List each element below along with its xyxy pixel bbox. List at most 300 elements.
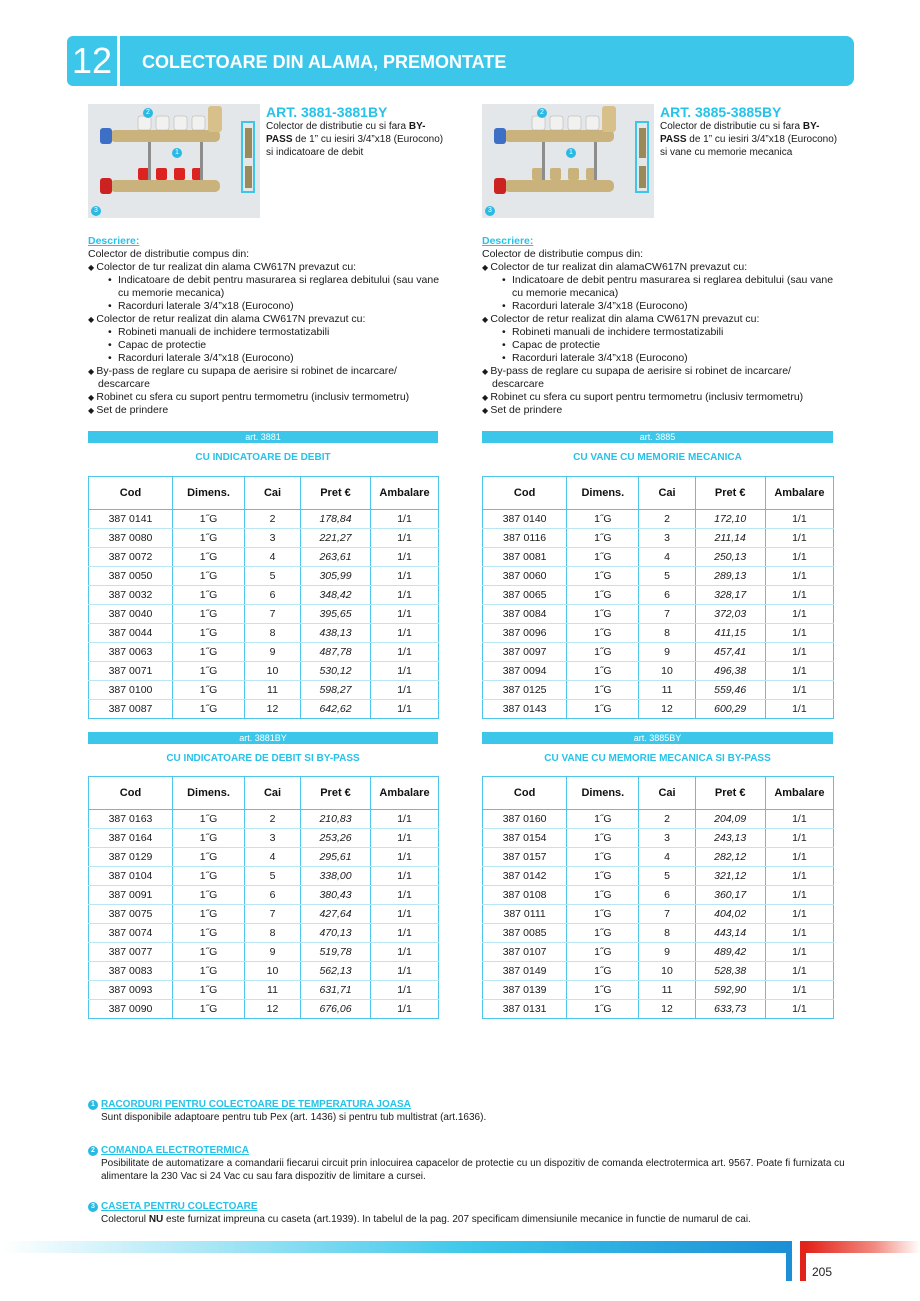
- cell-cod: 387 0044: [89, 624, 173, 643]
- cell-pret: 443,14: [695, 924, 765, 943]
- description-3881: [88, 235, 448, 417]
- price-table-3885: [482, 476, 834, 719]
- cell-dimens: 1˝G: [567, 829, 639, 848]
- table-row: [483, 567, 834, 586]
- cell-dimens: 1˝G: [173, 605, 245, 624]
- cell-cai: 6: [639, 586, 695, 605]
- cell-ambalare: 1/1: [765, 586, 833, 605]
- cell-cai: 7: [245, 605, 301, 624]
- cell-pret: 559,46: [695, 681, 765, 700]
- bullet-set: ◆ Set de prindere: [88, 404, 448, 417]
- cell-ambalare: 1/1: [371, 924, 439, 943]
- cell-cod: 387 0100: [89, 681, 173, 700]
- cell-cod: 387 0077: [89, 943, 173, 962]
- callout-2: 2: [537, 108, 547, 118]
- footer-pipe-red: [800, 1241, 806, 1281]
- cell-dimens: 1˝G: [173, 681, 245, 700]
- cell-cod: 387 0071: [89, 662, 173, 681]
- cell-ambalare: 1/1: [765, 943, 833, 962]
- cell-pret: 457,41: [695, 643, 765, 662]
- table-row: [483, 662, 834, 681]
- cell-cod: 387 0091: [89, 886, 173, 905]
- table-row: [89, 681, 439, 700]
- table-row: [483, 962, 834, 981]
- cell-cod: 387 0093: [89, 981, 173, 1000]
- manifold-illustration: [88, 104, 260, 218]
- sub-bullet: • Racorduri laterale 3/4”x18 (Eurocono): [482, 352, 842, 365]
- cell-cai: 11: [245, 681, 301, 700]
- cell-cod: 387 0107: [483, 943, 567, 962]
- cell-ambalare: 1/1: [765, 924, 833, 943]
- cell-cod: 387 0116: [483, 529, 567, 548]
- column-header: Pret €: [695, 477, 765, 510]
- cell-cod: 387 0072: [89, 548, 173, 567]
- table-row: [89, 662, 439, 681]
- footer-stripe-blue: [0, 1241, 790, 1253]
- cell-dimens: 1˝G: [567, 624, 639, 643]
- cell-pret: 282,12: [695, 848, 765, 867]
- cell-ambalare: 1/1: [765, 605, 833, 624]
- column-header: Pret €: [695, 777, 765, 810]
- cell-ambalare: 1/1: [765, 529, 833, 548]
- column-header: Ambalare: [371, 777, 439, 810]
- cell-cai: 9: [639, 943, 695, 962]
- cell-ambalare: 1/1: [765, 886, 833, 905]
- note-title: CASETA PENTRU COLECTOARE: [101, 1201, 258, 1212]
- column-header: Dimens.: [173, 777, 245, 810]
- table-row: [89, 548, 439, 567]
- callout-3: 3: [91, 206, 101, 216]
- table-row: [483, 943, 834, 962]
- cell-cai: 9: [245, 643, 301, 662]
- cell-pret: 295,61: [301, 848, 371, 867]
- cell-cai: 6: [245, 886, 301, 905]
- cell-cod: 387 0111: [483, 905, 567, 924]
- sub-bullet: • Racorduri laterale 3/4”x18 (Eurocono): [88, 352, 448, 365]
- column-header: Dimens.: [567, 477, 639, 510]
- cell-ambalare: 1/1: [371, 548, 439, 567]
- cell-ambalare: 1/1: [371, 905, 439, 924]
- sub-bullet: • Indicatoare de debit pentru masurarea si reglarea debitului (sau vane cu memorie mecanica): [88, 274, 448, 300]
- bullet-tur: ◆ Colector de tur realizat din alamaCW617N prevazut cu:: [482, 261, 842, 274]
- cell-dimens: 1˝G: [173, 529, 245, 548]
- bullet-bypass: ◆ By-pass de reglare cu supapa de aerisire si robinet de incarcare/ descarcare: [88, 365, 448, 391]
- sub-bullet: • Robineti manuali de inchidere termostatizabili: [482, 326, 842, 339]
- bullet-retur: ◆ Colector de retur realizat din alama CW617N prevazut cu:: [482, 313, 842, 326]
- cell-cod: 387 0149: [483, 962, 567, 981]
- cell-cod: 387 0094: [483, 662, 567, 681]
- cell-dimens: 1˝G: [173, 924, 245, 943]
- cell-pret: 263,61: [301, 548, 371, 567]
- cell-ambalare: 1/1: [765, 905, 833, 924]
- cell-ambalare: 1/1: [371, 962, 439, 981]
- cell-pret: 489,42: [695, 943, 765, 962]
- cell-cai: 2: [639, 810, 695, 829]
- table-row: [483, 548, 834, 567]
- cell-pret: 211,14: [695, 529, 765, 548]
- column-header: Cod: [483, 477, 567, 510]
- cell-cod: 387 0104: [89, 867, 173, 886]
- callout-3: 3: [485, 206, 495, 216]
- cell-cai: 8: [639, 924, 695, 943]
- cell-cai: 7: [245, 905, 301, 924]
- cell-dimens: 1˝G: [173, 943, 245, 962]
- column-header: Dimens.: [173, 477, 245, 510]
- product-article: ART. 3881-3881BY: [266, 104, 388, 120]
- table-row: [89, 943, 439, 962]
- cell-cod: 387 0125: [483, 681, 567, 700]
- cell-dimens: 1˝G: [567, 886, 639, 905]
- cell-cai: 3: [245, 829, 301, 848]
- column-header: Dimens.: [567, 777, 639, 810]
- column-header: Cod: [89, 477, 173, 510]
- cell-cod: 387 0097: [483, 643, 567, 662]
- column-header: Cai: [245, 477, 301, 510]
- cell-cod: 387 0143: [483, 700, 567, 719]
- bullet-robinet: ◆ Robinet cu sfera cu suport pentru termometru (inclusiv termometru): [482, 391, 842, 404]
- table-row: [89, 567, 439, 586]
- bullet-set: ◆ Set de prindere: [482, 404, 842, 417]
- cell-ambalare: 1/1: [765, 643, 833, 662]
- cell-pret: 411,15: [695, 624, 765, 643]
- cell-dimens: 1˝G: [567, 962, 639, 981]
- cell-ambalare: 1/1: [371, 886, 439, 905]
- cell-cod: 387 0096: [483, 624, 567, 643]
- cell-cai: 6: [245, 586, 301, 605]
- product-image-manifold-valves: [482, 104, 654, 218]
- cell-cod: 387 0139: [483, 981, 567, 1000]
- cell-pret: 210,83: [301, 810, 371, 829]
- cell-dimens: 1˝G: [173, 886, 245, 905]
- cell-ambalare: 1/1: [765, 848, 833, 867]
- sub-bullet: • Racorduri laterale 3/4”x18 (Eurocono): [482, 300, 842, 313]
- description-heading: Descriere:: [482, 235, 534, 247]
- cell-ambalare: 1/1: [371, 681, 439, 700]
- page-number: 205: [812, 1265, 833, 1279]
- cell-dimens: 1˝G: [567, 643, 639, 662]
- table-row: [483, 1000, 834, 1019]
- table-row: [89, 643, 439, 662]
- cell-cai: 8: [245, 924, 301, 943]
- cell-ambalare: 1/1: [765, 700, 833, 719]
- note-title: COMANDA ELECTROTERMICA: [101, 1145, 249, 1156]
- cell-dimens: 1˝G: [173, 548, 245, 567]
- cell-cod: 387 0157: [483, 848, 567, 867]
- cell-cai: 11: [639, 981, 695, 1000]
- column-header: Cai: [245, 777, 301, 810]
- cell-ambalare: 1/1: [765, 681, 833, 700]
- cell-dimens: 1˝G: [173, 662, 245, 681]
- cell-ambalare: 1/1: [371, 586, 439, 605]
- product-description: Colector de distributie cu si fara BY-PASS de 1” cu iesiri 3/4”x18 (Eurocono) si indicatoare de debit: [266, 121, 444, 158]
- cell-pret: 631,71: [301, 981, 371, 1000]
- cell-pret: 328,17: [695, 586, 765, 605]
- cell-cai: 12: [639, 700, 695, 719]
- table-row: [483, 586, 834, 605]
- table-row: [483, 867, 834, 886]
- cell-pret: 519,78: [301, 943, 371, 962]
- table-row: [89, 962, 439, 981]
- table-row: [483, 510, 834, 529]
- cell-ambalare: 1/1: [371, 605, 439, 624]
- cell-pret: 592,90: [695, 981, 765, 1000]
- sub-bullet: • Racorduri laterale 3/4”x18 (Eurocono): [88, 300, 448, 313]
- cell-pret: 633,73: [695, 1000, 765, 1019]
- cell-pret: 243,13: [695, 829, 765, 848]
- bullet-tur: ◆ Colector de tur realizat din alama CW617N prevazut cu:: [88, 261, 448, 274]
- cell-dimens: 1˝G: [567, 586, 639, 605]
- cell-cod: 387 0074: [89, 924, 173, 943]
- cell-pret: 372,03: [695, 605, 765, 624]
- column-header: Cai: [639, 777, 695, 810]
- sub-bullet: • Indicatoare de debit pentru masurarea si reglarea debitului (sau vane cu memorie mecanica): [482, 274, 842, 300]
- cell-cai: 4: [639, 548, 695, 567]
- cell-pret: 470,13: [301, 924, 371, 943]
- column-header: Ambalare: [765, 477, 833, 510]
- cell-cod: 387 0084: [483, 605, 567, 624]
- cell-cai: 5: [639, 567, 695, 586]
- note-number: 3: [88, 1202, 98, 1212]
- table-row: [89, 605, 439, 624]
- cell-dimens: 1˝G: [567, 567, 639, 586]
- sub-bullet: • Capac de protectie: [482, 339, 842, 352]
- cell-dimens: 1˝G: [173, 981, 245, 1000]
- description-intro: Colector de distributie compus din:: [88, 248, 250, 260]
- cell-dimens: 1˝G: [567, 529, 639, 548]
- note-title: RACORDURI PENTRU COLECTOARE DE TEMPERATURA JOASA: [101, 1099, 411, 1110]
- cell-ambalare: 1/1: [765, 567, 833, 586]
- cell-cod: 387 0063: [89, 643, 173, 662]
- cell-pret: 404,02: [695, 905, 765, 924]
- column-header: Cod: [483, 777, 567, 810]
- cell-pret: 676,06: [301, 1000, 371, 1019]
- cell-cai: 7: [639, 905, 695, 924]
- cell-ambalare: 1/1: [371, 981, 439, 1000]
- cell-ambalare: 1/1: [371, 848, 439, 867]
- cell-ambalare: 1/1: [765, 810, 833, 829]
- note-body: Posibilitate de automatizare a comandarii fiecarui circuit prin inlocuirea capacelor de protectie cu un dispozitiv de comanda electrotermica art. 9567. Poate fi furnizata cu alimentare la 230 Vac si 24 Vac cu sau fara dispozitiv de limitare a cursei.: [101, 1158, 845, 1182]
- column-header: Pret €: [301, 777, 371, 810]
- cell-cai: 10: [245, 962, 301, 981]
- cell-pret: 528,38: [695, 962, 765, 981]
- cell-pret: 562,13: [301, 962, 371, 981]
- cell-cai: 10: [245, 662, 301, 681]
- cell-ambalare: 1/1: [371, 810, 439, 829]
- cell-dimens: 1˝G: [567, 867, 639, 886]
- note-body: Colectorul NU este furnizat impreuna cu caseta (art.1939). In tabelul de la pag. 207 specificam dimensiunile mecanice in functie de numarul de cai.: [101, 1214, 751, 1225]
- cell-cai: 10: [639, 962, 695, 981]
- cell-cai: 10: [639, 662, 695, 681]
- cell-ambalare: 1/1: [765, 867, 833, 886]
- cell-ambalare: 1/1: [371, 643, 439, 662]
- table-row: [89, 924, 439, 943]
- cell-ambalare: 1/1: [765, 548, 833, 567]
- cell-dimens: 1˝G: [173, 624, 245, 643]
- cell-pret: 221,27: [301, 529, 371, 548]
- section-title-3881: CU INDICATOARE DE DEBIT: [195, 452, 331, 463]
- cell-cai: 9: [639, 643, 695, 662]
- cell-pret: 530,12: [301, 662, 371, 681]
- cell-cod: 387 0065: [483, 586, 567, 605]
- cell-dimens: 1˝G: [567, 605, 639, 624]
- cell-cai: 2: [245, 810, 301, 829]
- section-title-3881BY: CU INDICATOARE DE DEBIT SI BY-PASS: [166, 753, 360, 764]
- cell-cod: 387 0129: [89, 848, 173, 867]
- cell-dimens: 1˝G: [173, 567, 245, 586]
- table-row: [483, 643, 834, 662]
- cell-dimens: 1˝G: [567, 681, 639, 700]
- cell-pret: 253,26: [301, 829, 371, 848]
- cell-ambalare: 1/1: [371, 700, 439, 719]
- cell-cai: 11: [245, 981, 301, 1000]
- cell-pret: 642,62: [301, 700, 371, 719]
- cell-cai: 5: [245, 867, 301, 886]
- cell-cod: 387 0163: [89, 810, 173, 829]
- description-3885: [482, 235, 842, 417]
- cell-dimens: 1˝G: [567, 943, 639, 962]
- cell-dimens: 1˝G: [173, 867, 245, 886]
- table-row: [89, 700, 439, 719]
- cell-pret: 250,13: [695, 548, 765, 567]
- footer-stripe-red: [806, 1241, 920, 1253]
- note-2: [88, 1144, 848, 1183]
- table-row: [483, 981, 834, 1000]
- cell-cod: 387 0032: [89, 586, 173, 605]
- column-header: Cod: [89, 777, 173, 810]
- table-row: [483, 529, 834, 548]
- cell-ambalare: 1/1: [371, 529, 439, 548]
- cell-cai: 4: [245, 548, 301, 567]
- cell-dimens: 1˝G: [567, 1000, 639, 1019]
- cell-cod: 387 0050: [89, 567, 173, 586]
- cell-dimens: 1˝G: [173, 510, 245, 529]
- column-header: Pret €: [301, 477, 371, 510]
- column-header: Ambalare: [765, 777, 833, 810]
- section-title-3885BY: CU VANE CU MEMORIE MECANICA SI BY-PASS: [544, 753, 771, 764]
- cell-dimens: 1˝G: [567, 981, 639, 1000]
- cell-dimens: 1˝G: [567, 810, 639, 829]
- cell-pret: 395,65: [301, 605, 371, 624]
- cell-cod: 387 0131: [483, 1000, 567, 1019]
- cell-ambalare: 1/1: [765, 510, 833, 529]
- table-row: [89, 510, 439, 529]
- cell-ambalare: 1/1: [765, 981, 833, 1000]
- cell-cod: 387 0083: [89, 962, 173, 981]
- callout-1: 1: [566, 148, 576, 158]
- chapter-title: COLECTOARE DIN ALAMA, PREMONTATE: [142, 52, 507, 72]
- cell-ambalare: 1/1: [765, 662, 833, 681]
- description-intro: Colector de distributie compus din:: [482, 248, 644, 260]
- cell-ambalare: 1/1: [765, 624, 833, 643]
- cell-cai: 3: [639, 829, 695, 848]
- cell-cod: 387 0075: [89, 905, 173, 924]
- cell-cai: 6: [639, 886, 695, 905]
- cell-cod: 387 0140: [483, 510, 567, 529]
- footer-pipe-blue: [786, 1241, 792, 1281]
- cell-ambalare: 1/1: [371, 662, 439, 681]
- cell-cod: 387 0142: [483, 867, 567, 886]
- bullet-bypass: ◆ By-pass de reglare cu supapa de aerisire si robinet de incarcare/ descarcare: [482, 365, 842, 391]
- product-article: ART. 3885-3885BY: [660, 104, 782, 120]
- cell-dimens: 1˝G: [173, 700, 245, 719]
- section-title-3885: CU VANE CU MEMORIE MECANICA: [573, 452, 742, 463]
- cell-cai: 12: [245, 1000, 301, 1019]
- cell-ambalare: 1/1: [765, 962, 833, 981]
- section-bar-3881: art. 3881: [88, 431, 438, 443]
- cell-dimens: 1˝G: [173, 962, 245, 981]
- cell-pret: 178,84: [301, 510, 371, 529]
- cell-cod: 387 0060: [483, 567, 567, 586]
- cell-pret: 338,00: [301, 867, 371, 886]
- cell-dimens: 1˝G: [567, 848, 639, 867]
- note-3: [88, 1200, 848, 1226]
- table-row: [89, 886, 439, 905]
- note-1: [88, 1098, 848, 1124]
- cell-cai: 4: [639, 848, 695, 867]
- table-row: [483, 681, 834, 700]
- cell-cod: 387 0154: [483, 829, 567, 848]
- cell-dimens: 1˝G: [173, 586, 245, 605]
- cell-dimens: 1˝G: [567, 662, 639, 681]
- table-row: [89, 624, 439, 643]
- cell-dimens: 1˝G: [173, 829, 245, 848]
- cell-cod: 387 0080: [89, 529, 173, 548]
- table-row: [483, 700, 834, 719]
- cell-dimens: 1˝G: [173, 905, 245, 924]
- table-row: [89, 586, 439, 605]
- cell-cod: 387 0085: [483, 924, 567, 943]
- cell-dimens: 1˝G: [567, 924, 639, 943]
- table-row: [483, 829, 834, 848]
- section-bar-3885BY: art. 3885BY: [482, 732, 833, 744]
- table-row: [483, 624, 834, 643]
- table-row: [89, 981, 439, 1000]
- price-table-3885BY: [482, 776, 834, 1019]
- cell-cai: 2: [639, 510, 695, 529]
- cell-pret: 204,09: [695, 810, 765, 829]
- cell-cod: 387 0040: [89, 605, 173, 624]
- product-description: Colector de distributie cu si fara BY-PASS de 1” cu iesiri 3/4”x18 (Eurocono) si vane cu memorie mecanica: [660, 121, 838, 158]
- column-header: Ambalare: [371, 477, 439, 510]
- table-row: [89, 829, 439, 848]
- cell-dimens: 1˝G: [173, 643, 245, 662]
- cell-ambalare: 1/1: [371, 567, 439, 586]
- description-heading: Descriere:: [88, 235, 140, 247]
- cell-cod: 387 0160: [483, 810, 567, 829]
- cell-pret: 289,13: [695, 567, 765, 586]
- section-bar-3885: art. 3885: [482, 431, 833, 443]
- cell-cod: 387 0141: [89, 510, 173, 529]
- manifold-illustration: [482, 104, 654, 218]
- note-number: 2: [88, 1146, 98, 1156]
- cell-cai: 11: [639, 681, 695, 700]
- table-row: [89, 848, 439, 867]
- table-row: [483, 848, 834, 867]
- cell-dimens: 1˝G: [567, 700, 639, 719]
- cell-ambalare: 1/1: [371, 510, 439, 529]
- column-header: Cai: [639, 477, 695, 510]
- cell-pret: 598,27: [301, 681, 371, 700]
- cell-dimens: 1˝G: [567, 548, 639, 567]
- cell-cai: 9: [245, 943, 301, 962]
- cell-pret: 487,78: [301, 643, 371, 662]
- price-table-3881BY: [88, 776, 439, 1019]
- table-row: [89, 1000, 439, 1019]
- table-row: [89, 905, 439, 924]
- table-row: [89, 810, 439, 829]
- cell-dimens: 1˝G: [567, 905, 639, 924]
- cell-pret: 427,64: [301, 905, 371, 924]
